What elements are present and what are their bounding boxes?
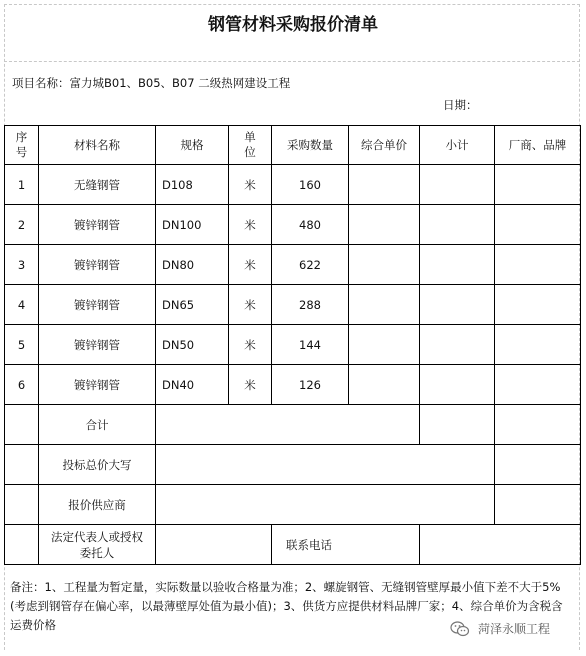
rep-seq-cell: [5, 525, 39, 565]
header-unit: 单位: [229, 126, 272, 165]
table-row: [5, 205, 581, 245]
total-blank: [156, 405, 420, 445]
cell-qty: 126: [272, 365, 349, 405]
cell-name: 镀锌钢管: [39, 365, 156, 405]
cell-vendor[interactable]: [495, 325, 581, 365]
cell-spec: DN80: [156, 245, 229, 285]
cell-price[interactable]: [349, 205, 420, 245]
table-row: [5, 285, 581, 325]
rep-value[interactable]: [156, 525, 272, 565]
date-label: 日期：: [443, 98, 478, 112]
remarks: 备注：1、工程量为暂定量，实际数量以验收合格量为准；2、螺旋钢管、无缝钢管壁厚最小值下差不大于5%(考虑到钢管存在偏心率，以最薄壁厚处值为最小值)；3、供货方应提供材料品牌厂家；4、综合单价为含税含运费价格: [10, 580, 563, 632]
quote-table: [4, 125, 581, 565]
cell-unit: 米: [229, 245, 272, 285]
header-name: 材料名称: [39, 126, 156, 165]
cell-subtotal[interactable]: [420, 245, 495, 285]
cell-seq: 3: [5, 245, 39, 285]
total-label: 合计: [39, 405, 156, 445]
cell-spec: DN40: [156, 365, 229, 405]
cell-qty: 144: [272, 325, 349, 365]
cell-name: 镀锌钢管: [39, 325, 156, 365]
cell-price[interactable]: [349, 285, 420, 325]
cell-price[interactable]: [349, 325, 420, 365]
header-qty: 采购数量: [272, 126, 349, 165]
cell-spec: D108: [156, 165, 229, 205]
total-row: [5, 405, 581, 445]
bid-total-seq-cell: [5, 445, 39, 485]
cell-unit: 米: [229, 365, 272, 405]
title-divider: [4, 61, 580, 62]
cell-qty: 622: [272, 245, 349, 285]
total-subtotal-cell[interactable]: [420, 405, 495, 445]
cell-subtotal[interactable]: [420, 285, 495, 325]
cell-price[interactable]: [349, 365, 420, 405]
bid-total-label: 投标总价大写: [39, 445, 156, 485]
cell-spec: DN100: [156, 205, 229, 245]
cell-unit: 米: [229, 285, 272, 325]
cell-qty: 288: [272, 285, 349, 325]
table-row: [5, 245, 581, 285]
project-name: 项目名称：富力城B01、B05、B07 二级热网建设工程: [12, 76, 291, 90]
cell-seq: 1: [5, 165, 39, 205]
table-row: [5, 165, 581, 205]
phone-label: 联系电话: [272, 525, 420, 565]
cell-price[interactable]: [349, 245, 420, 285]
total-vendor-cell: [495, 405, 581, 445]
representative-row: [5, 525, 581, 565]
rep-label: 法定代表人或授权委托人: [39, 525, 156, 565]
cell-subtotal[interactable]: [420, 165, 495, 205]
header-subtotal: 小计: [420, 126, 495, 165]
supplier-extra: [495, 485, 581, 525]
cell-seq: 6: [5, 365, 39, 405]
header-vendor: 厂商、品牌: [495, 126, 581, 165]
header-price: 综合单价: [349, 126, 420, 165]
cell-vendor[interactable]: [495, 285, 581, 325]
cell-name: 镀锌钢管: [39, 205, 156, 245]
cell-price[interactable]: [349, 165, 420, 205]
total-seq-cell: [5, 405, 39, 445]
cell-vendor[interactable]: [495, 165, 581, 205]
cell-unit: 米: [229, 205, 272, 245]
cell-subtotal[interactable]: [420, 365, 495, 405]
header-seq: 序号: [5, 126, 39, 165]
supplier-value[interactable]: [156, 485, 495, 525]
cell-name: 镀锌钢管: [39, 245, 156, 285]
brand-watermark: [450, 620, 550, 637]
cell-vendor[interactable]: [495, 365, 581, 405]
phone-value[interactable]: [420, 525, 581, 565]
cell-spec: DN65: [156, 285, 229, 325]
document-title: 钢管材料采购报价清单: [208, 15, 378, 35]
cell-subtotal[interactable]: [420, 205, 495, 245]
cell-seq: 4: [5, 285, 39, 325]
supplier-row: [5, 485, 581, 525]
cell-vendor[interactable]: [495, 205, 581, 245]
wechat-icon: [450, 621, 470, 637]
cell-unit: 米: [229, 325, 272, 365]
header-spec: 规格: [156, 126, 229, 165]
cell-spec: DN50: [156, 325, 229, 365]
supplier-label: 报价供应商: [39, 485, 156, 525]
bid-total-value[interactable]: [156, 445, 495, 485]
cell-qty: 480: [272, 205, 349, 245]
header-row: [5, 126, 581, 165]
cell-seq: 2: [5, 205, 39, 245]
bid-total-row: [5, 445, 581, 485]
table-row: [5, 365, 581, 405]
cell-name: 镀锌钢管: [39, 285, 156, 325]
bid-total-extra: [495, 445, 581, 485]
cell-name: 无缝钢管: [39, 165, 156, 205]
supplier-seq-cell: [5, 485, 39, 525]
table-row: [5, 325, 581, 365]
cell-subtotal[interactable]: [420, 325, 495, 365]
cell-vendor[interactable]: [495, 245, 581, 285]
cell-seq: 5: [5, 325, 39, 365]
brand-text: 菏泽永顺工程: [478, 622, 551, 636]
cell-unit: 米: [229, 165, 272, 205]
cell-qty: 160: [272, 165, 349, 205]
